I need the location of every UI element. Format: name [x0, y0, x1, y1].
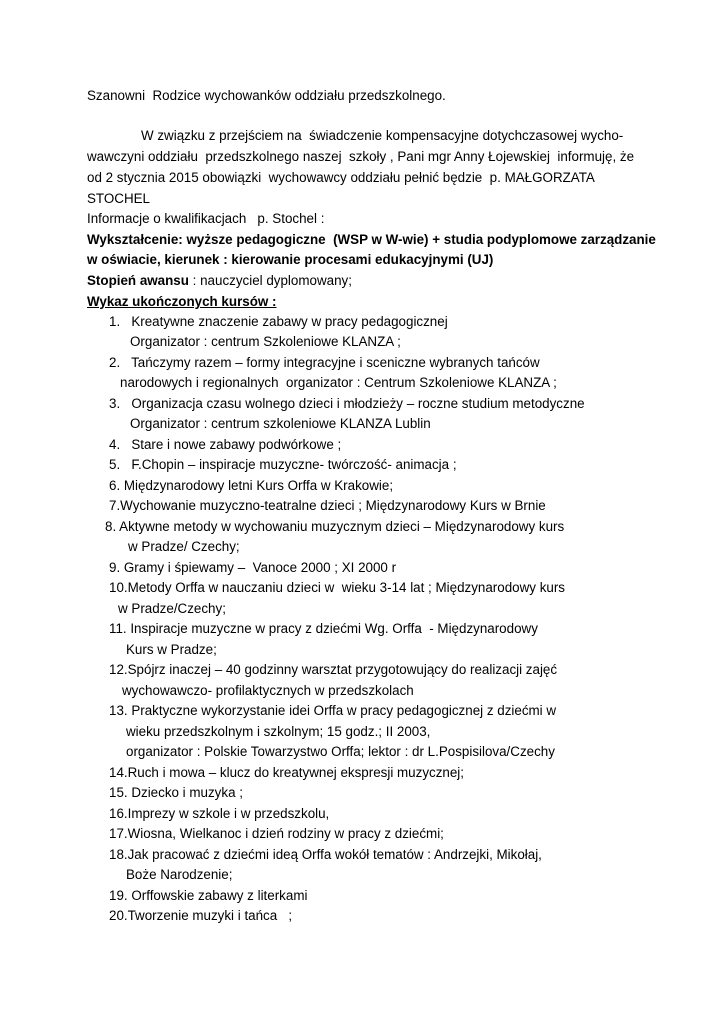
course-item: 5. F.Chopin – inspiracje muzyczne- twórczość- animacja ;	[109, 457, 457, 472]
intro-line: wawczyni oddziału przedszkolnego naszej szkoły , Pani mgr Anny Łojewskiej informuję, że	[87, 149, 635, 164]
course-item: 14.Ruch i mowa – klucz do kreatywnej ekspresji muzycznej;	[109, 765, 464, 780]
education-line: w oświacie, kierunek : kierowanie procesami edukacyjnymi (UJ)	[87, 252, 494, 267]
course-item: 1. Kreatywne znaczenie zabawy w pracy pedagogicznej	[109, 314, 448, 329]
course-item: 16.Imprezy w szkole i w przedszkolu,	[109, 806, 330, 821]
course-item-continued: Organizator : centrum Szkoleniowe KLANZA ;	[130, 334, 401, 349]
course-item: 6. Międzynarodowy letni Kurs Orffa w Krakowie;	[109, 478, 394, 493]
qualifications-intro: Informacje o kwalifikacjach p. Stochel :	[87, 211, 325, 226]
promotion-value: : nauczyciel dyplomowany;	[188, 273, 352, 288]
course-item: 17.Wiosna, Wielkanoc i dzień rodziny w pracy z dziećmi;	[109, 826, 444, 841]
course-item-continued: Boże Narodzenie;	[126, 867, 233, 882]
course-item: 9. Gramy i śpiewamy – Vanoce 2000 ; XI 2000 r	[109, 560, 397, 575]
course-item-continued: Organizator : centrum szkoleniowe KLANZA Lublin	[130, 416, 431, 431]
course-item-continued: organizator : Polskie Towarzystwo Orffa; lektor : dr L.Pospisilova/Czechy	[126, 744, 555, 759]
course-item: 11. Inspiracje muzyczne w pracy z dziećmi Wg. Orffa - Międzynarodowy	[109, 621, 538, 636]
course-item: 15. Dziecko i muzyka ;	[109, 785, 243, 800]
promotion-degree	[87, 271, 352, 291]
course-item: 8. Aktywne metody w wychowaniu muzycznym dzieci – Międzynarodowy kurs	[105, 519, 565, 534]
course-item: 13. Praktyczne wykorzystanie idei Orffa w pracy pedagogicznej z dziećmi w	[109, 703, 557, 718]
course-item: 4. Stare i nowe zabawy podwórkowe ;	[109, 437, 342, 452]
course-item: 2. Tańczymy razem – formy integracyjne i sceniczne wybranych tańców	[109, 355, 540, 370]
education-line: Wykształcenie: wyższe pedagogiczne (WSP w W-wie) + studia podyplomowe zarządzanie	[87, 232, 656, 247]
promotion-label: Stopień awansu	[87, 273, 189, 288]
course-item-continued: w Pradze/Czechy;	[118, 601, 226, 616]
intro-line: STOCHEL	[87, 191, 151, 206]
course-item: 19. Orffowskie zabawy z literkami	[109, 888, 308, 903]
greeting: Szanowni Rodzice wychowanków oddziału przedszkolnego.	[87, 88, 446, 103]
course-item-continued: w Pradze/ Czechy;	[128, 539, 240, 554]
course-item: 7.Wychowanie muzyczno-teatralne dzieci ; Międzynarodowy Kurs w Brnie	[109, 498, 546, 513]
course-item: 12.Spójrz inaczej – 40 godzinny warsztat przygotowujący do realizacji zajęć	[109, 662, 558, 677]
course-item: 20.Tworzenie muzyki i tańca ;	[109, 908, 293, 923]
course-item: 3. Organizacja czasu wolnego dzieci i młodzieży – roczne studium metodyczne	[109, 396, 585, 411]
course-item: 10.Metody Orffa w nauczaniu dzieci w wieku 3-14 lat ; Międzynarodowy kurs	[109, 580, 565, 595]
courses-heading: Wykaz ukończonych kursów :	[87, 294, 277, 309]
course-item-continued: wychowawczo- profilaktycznych w przedszkolach	[122, 683, 414, 698]
intro-line: od 2 stycznia 2015 obowiązki wychowawcy oddziału pełnić będzie p. MAŁGORZATA	[87, 170, 595, 185]
course-item-continued: Kurs w Pradze;	[126, 642, 217, 657]
intro-line: W związku z przejściem na świadczenie kompensacyjne dotychczasowej wycho-	[141, 128, 624, 143]
course-item-continued: narodowych i regionalnych organizator : Centrum Szkoleniowe KLANZA ;	[120, 375, 557, 390]
course-item: 18.Jak pracować z dziećmi ideą Orffa wokół tematów : Andrzejki, Mikołaj,	[109, 847, 542, 862]
course-item-continued: wieku przedszkolnym i szkolnym; 15 godz.; II 2003,	[126, 724, 431, 739]
